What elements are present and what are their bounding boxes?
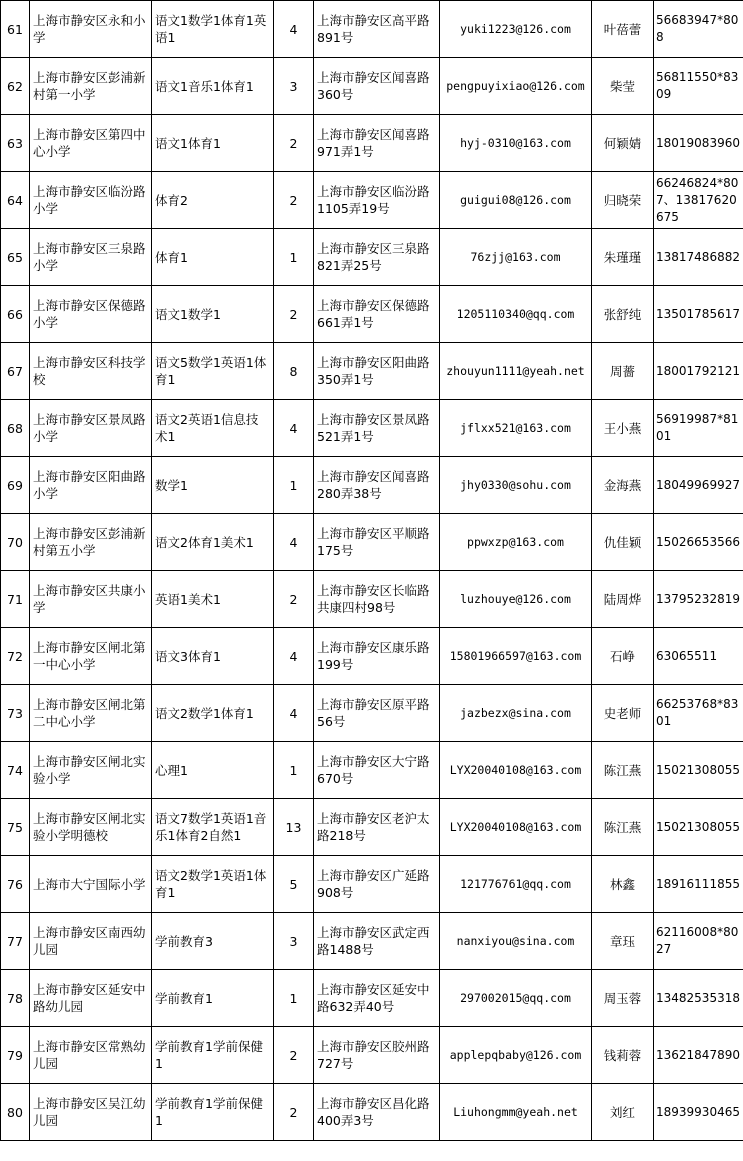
position-count-cell: 4 xyxy=(274,1,314,58)
address-cell: 上海市静安区胶州路727号 xyxy=(314,1027,440,1084)
email-cell: 76zjj@163.com xyxy=(440,229,592,286)
table-row xyxy=(1,970,743,1027)
phone-cell: 56683947*808 xyxy=(654,1,743,58)
address-cell: 上海市静安区长临路共康四村98号 xyxy=(314,571,440,628)
contact-person-cell: 章珏 xyxy=(592,913,654,970)
address-cell: 上海市静安区广延路908号 xyxy=(314,856,440,913)
table-row xyxy=(1,1027,743,1084)
school-name-cell: 上海市静安区科技学校 xyxy=(30,343,152,400)
table-row xyxy=(1,343,743,400)
position-count-cell: 4 xyxy=(274,628,314,685)
phone-cell: 13501785617 xyxy=(654,286,743,343)
email-cell: zhouyun1111@yeah.net xyxy=(440,343,592,400)
address-cell: 上海市静安区保德路661弄1号 xyxy=(314,286,440,343)
school-name-cell: 上海市静安区永和小学 xyxy=(30,1,152,58)
address-cell: 上海市静安区老沪太路218号 xyxy=(314,799,440,856)
table-row xyxy=(1,685,743,742)
email-cell: jhy0330@sohu.com xyxy=(440,457,592,514)
email-cell: LYX20040108@163.com xyxy=(440,799,592,856)
phone-cell: 13482535318 xyxy=(654,970,743,1027)
table-row xyxy=(1,229,743,286)
table-row xyxy=(1,1,743,58)
contact-person-cell: 王小燕 xyxy=(592,400,654,457)
school-name-cell: 上海市静安区彭浦新村第一小学 xyxy=(30,58,152,115)
table-row xyxy=(1,172,743,229)
phone-cell: 13621847890 xyxy=(654,1027,743,1084)
table-row xyxy=(1,457,743,514)
address-cell: 上海市静安区阳曲路350弄1号 xyxy=(314,343,440,400)
address-cell: 上海市静安区原平路56号 xyxy=(314,685,440,742)
contact-person-cell: 张舒纯 xyxy=(592,286,654,343)
email-cell: ppwxzp@163.com xyxy=(440,514,592,571)
row-number-cell: 73 xyxy=(1,685,30,742)
email-cell: 297002015@qq.com xyxy=(440,970,592,1027)
row-number-cell: 78 xyxy=(1,970,30,1027)
table-row xyxy=(1,286,743,343)
address-cell: 上海市静安区昌化路400弄3号 xyxy=(314,1084,440,1141)
position-count-cell: 1 xyxy=(274,457,314,514)
school-name-cell: 上海市静安区闸北第二中心小学 xyxy=(30,685,152,742)
row-number-cell: 61 xyxy=(1,1,30,58)
phone-cell: 63065511 xyxy=(654,628,743,685)
position-count-cell: 2 xyxy=(274,1084,314,1141)
position-count-cell: 2 xyxy=(274,172,314,229)
school-name-cell: 上海市静安区三泉路小学 xyxy=(30,229,152,286)
positions-cell: 体育2 xyxy=(152,172,274,229)
contact-person-cell: 叶蓓蕾 xyxy=(592,1,654,58)
address-cell: 上海市静安区闻喜路360号 xyxy=(314,58,440,115)
phone-cell: 66246824*807、13817620675 xyxy=(654,172,743,229)
position-count-cell: 4 xyxy=(274,685,314,742)
positions-cell: 英语1美术1 xyxy=(152,571,274,628)
table-row xyxy=(1,628,743,685)
phone-cell: 18019083960 xyxy=(654,115,743,172)
contact-person-cell: 陈江燕 xyxy=(592,742,654,799)
email-cell: hyj-0310@163.com xyxy=(440,115,592,172)
position-count-cell: 1 xyxy=(274,970,314,1027)
email-cell: jazbezx@sina.com xyxy=(440,685,592,742)
position-count-cell: 3 xyxy=(274,913,314,970)
table-body xyxy=(1,1,743,1141)
email-cell: applepqbaby@126.com xyxy=(440,1027,592,1084)
table-row xyxy=(1,913,743,970)
position-count-cell: 1 xyxy=(274,229,314,286)
table-row xyxy=(1,115,743,172)
email-cell: luzhouye@126.com xyxy=(440,571,592,628)
school-name-cell: 上海市静安区闸北实验小学 xyxy=(30,742,152,799)
school-name-cell: 上海市静安区彭浦新村第五小学 xyxy=(30,514,152,571)
phone-cell: 56919987*8101 xyxy=(654,400,743,457)
positions-cell: 学前教育1学前保健1 xyxy=(152,1084,274,1141)
email-cell: pengpuyixiao@126.com xyxy=(440,58,592,115)
email-cell: LYX20040108@163.com xyxy=(440,742,592,799)
phone-cell: 15021308055 xyxy=(654,799,743,856)
school-name-cell: 上海市静安区阳曲路小学 xyxy=(30,457,152,514)
positions-cell: 语文1数学1体育1英语1 xyxy=(152,1,274,58)
positions-cell: 语文2英语1信息技术1 xyxy=(152,400,274,457)
contact-person-cell: 石峥 xyxy=(592,628,654,685)
address-cell: 上海市静安区高平路891号 xyxy=(314,1,440,58)
position-count-cell: 1 xyxy=(274,742,314,799)
row-number-cell: 65 xyxy=(1,229,30,286)
table-row xyxy=(1,58,743,115)
address-cell: 上海市静安区三泉路821弄25号 xyxy=(314,229,440,286)
phone-cell: 18916111855 xyxy=(654,856,743,913)
positions-cell: 语文3体育1 xyxy=(152,628,274,685)
row-number-cell: 74 xyxy=(1,742,30,799)
row-number-cell: 69 xyxy=(1,457,30,514)
row-number-cell: 70 xyxy=(1,514,30,571)
contact-person-cell: 林鑫 xyxy=(592,856,654,913)
row-number-cell: 79 xyxy=(1,1027,30,1084)
address-cell: 上海市静安区延安中路632弄40号 xyxy=(314,970,440,1027)
positions-cell: 语文2数学1英语1体育1 xyxy=(152,856,274,913)
position-count-cell: 2 xyxy=(274,286,314,343)
school-name-cell: 上海市静安区吴江幼儿园 xyxy=(30,1084,152,1141)
table-row xyxy=(1,799,743,856)
address-cell: 上海市静安区大宁路670号 xyxy=(314,742,440,799)
phone-cell: 66253768*8301 xyxy=(654,685,743,742)
positions-cell: 语文7数学1英语1音乐1体育2自然1 xyxy=(152,799,274,856)
school-name-cell: 上海市静安区常熟幼儿园 xyxy=(30,1027,152,1084)
row-number-cell: 77 xyxy=(1,913,30,970)
email-cell: guigui08@126.com xyxy=(440,172,592,229)
contact-person-cell: 陆周烨 xyxy=(592,571,654,628)
school-name-cell: 上海市静安区景凤路小学 xyxy=(30,400,152,457)
positions-cell: 语文1数学1 xyxy=(152,286,274,343)
school-name-cell: 上海市静安区保德路小学 xyxy=(30,286,152,343)
contact-person-cell: 仇佳颖 xyxy=(592,514,654,571)
table-row xyxy=(1,400,743,457)
school-name-cell: 上海市静安区闸北实验小学明德校 xyxy=(30,799,152,856)
contact-person-cell: 周薔 xyxy=(592,343,654,400)
phone-cell: 18001792121 xyxy=(654,343,743,400)
positions-cell: 学前教育1 xyxy=(152,970,274,1027)
positions-cell: 语文5数学1英语1体育1 xyxy=(152,343,274,400)
phone-cell: 15026653566 xyxy=(654,514,743,571)
positions-cell: 学前教育3 xyxy=(152,913,274,970)
phone-cell: 13795232819 xyxy=(654,571,743,628)
email-cell: jflxx521@163.com xyxy=(440,400,592,457)
address-cell: 上海市静安区闻喜路971弄1号 xyxy=(314,115,440,172)
address-cell: 上海市静安区康乐路199号 xyxy=(314,628,440,685)
phone-cell: 15021308055 xyxy=(654,742,743,799)
row-number-cell: 71 xyxy=(1,571,30,628)
position-count-cell: 13 xyxy=(274,799,314,856)
address-cell: 上海市静安区临汾路1105弄19号 xyxy=(314,172,440,229)
position-count-cell: 3 xyxy=(274,58,314,115)
position-count-cell: 4 xyxy=(274,514,314,571)
row-number-cell: 66 xyxy=(1,286,30,343)
row-number-cell: 67 xyxy=(1,343,30,400)
positions-cell: 体育1 xyxy=(152,229,274,286)
email-cell: yuki1223@126.com xyxy=(440,1,592,58)
row-number-cell: 76 xyxy=(1,856,30,913)
address-cell: 上海市静安区武定西路1488号 xyxy=(314,913,440,970)
table-row xyxy=(1,1084,743,1141)
position-count-cell: 4 xyxy=(274,400,314,457)
email-cell: 1205110340@qq.com xyxy=(440,286,592,343)
address-cell: 上海市静安区平顺路175号 xyxy=(314,514,440,571)
school-name-cell: 上海市大宁国际小学 xyxy=(30,856,152,913)
email-cell: 15801966597@163.com xyxy=(440,628,592,685)
phone-cell: 18939930465 xyxy=(654,1084,743,1141)
address-cell: 上海市静安区闻喜路280弄38号 xyxy=(314,457,440,514)
email-cell: 121776761@qq.com xyxy=(440,856,592,913)
position-count-cell: 2 xyxy=(274,115,314,172)
row-number-cell: 72 xyxy=(1,628,30,685)
row-number-cell: 62 xyxy=(1,58,30,115)
positions-cell: 语文2体育1美术1 xyxy=(152,514,274,571)
contact-person-cell: 何颖婧 xyxy=(592,115,654,172)
positions-cell: 语文1体育1 xyxy=(152,115,274,172)
contact-person-cell: 柴莹 xyxy=(592,58,654,115)
school-name-cell: 上海市静安区延安中路幼儿园 xyxy=(30,970,152,1027)
email-cell: Liuhongmm@yeah.net xyxy=(440,1084,592,1141)
school-name-cell: 上海市静安区临汾路小学 xyxy=(30,172,152,229)
table-row xyxy=(1,856,743,913)
positions-cell: 数学1 xyxy=(152,457,274,514)
table-row xyxy=(1,742,743,799)
school-name-cell: 上海市静安区第四中心小学 xyxy=(30,115,152,172)
position-count-cell: 8 xyxy=(274,343,314,400)
phone-cell: 62116008*8027 xyxy=(654,913,743,970)
phone-cell: 18049969927 xyxy=(654,457,743,514)
phone-cell: 56811550*8309 xyxy=(654,58,743,115)
school-name-cell: 上海市静安区共康小学 xyxy=(30,571,152,628)
phone-cell: 13817486882 xyxy=(654,229,743,286)
table-row xyxy=(1,571,743,628)
contact-person-cell: 金海燕 xyxy=(592,457,654,514)
position-count-cell: 5 xyxy=(274,856,314,913)
row-number-cell: 68 xyxy=(1,400,30,457)
contact-person-cell: 陈江燕 xyxy=(592,799,654,856)
row-number-cell: 75 xyxy=(1,799,30,856)
contact-person-cell: 刘红 xyxy=(592,1084,654,1141)
address-cell: 上海市静安区景凤路521弄1号 xyxy=(314,400,440,457)
positions-cell: 语文1音乐1体育1 xyxy=(152,58,274,115)
school-name-cell: 上海市静安区南西幼儿园 xyxy=(30,913,152,970)
position-count-cell: 2 xyxy=(274,571,314,628)
row-number-cell: 64 xyxy=(1,172,30,229)
positions-cell: 心理1 xyxy=(152,742,274,799)
contact-person-cell: 归晓荣 xyxy=(592,172,654,229)
table-row xyxy=(1,514,743,571)
row-number-cell: 80 xyxy=(1,1084,30,1141)
contact-person-cell: 史老师 xyxy=(592,685,654,742)
row-number-cell: 63 xyxy=(1,115,30,172)
contact-person-cell: 朱瑾瑾 xyxy=(592,229,654,286)
email-cell: nanxiyou@sina.com xyxy=(440,913,592,970)
contact-person-cell: 钱莉蓉 xyxy=(592,1027,654,1084)
positions-cell: 语文2数学1体育1 xyxy=(152,685,274,742)
contact-person-cell: 周玉蓉 xyxy=(592,970,654,1027)
school-name-cell: 上海市静安区闸北第一中心小学 xyxy=(30,628,152,685)
position-count-cell: 2 xyxy=(274,1027,314,1084)
positions-cell: 学前教育1学前保健1 xyxy=(152,1027,274,1084)
